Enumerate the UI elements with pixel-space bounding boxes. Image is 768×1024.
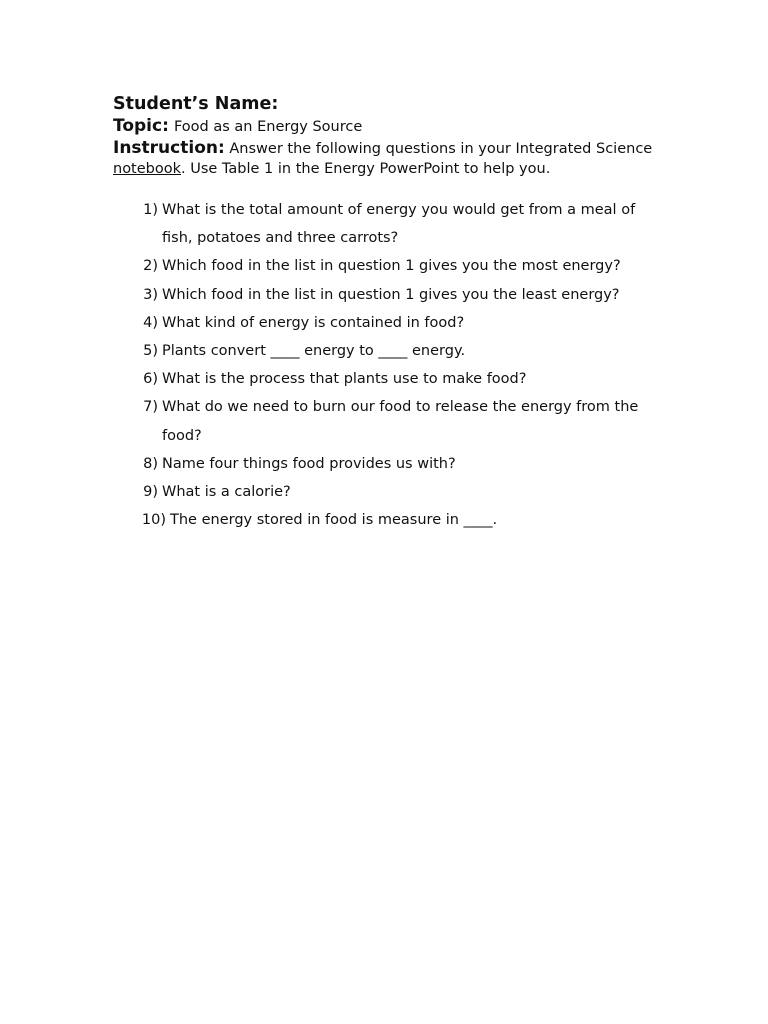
question-text: What kind of energy is contained in food? <box>162 314 465 331</box>
question-text: Which food in the list in question 1 gives you the least energy? <box>162 286 620 303</box>
question-item <box>113 393 693 449</box>
topic-value: Food as an Energy Source <box>173 119 363 135</box>
worksheet-page <box>113 93 693 534</box>
question-number: 5) <box>143 343 158 360</box>
question-number: 7) <box>143 399 158 416</box>
question-item <box>113 365 693 393</box>
question-item <box>113 252 693 280</box>
question-item <box>113 450 693 478</box>
question-text: What is the total amount of energy you would get from a meal of fish, potatoes and three carrots? <box>162 202 636 247</box>
topic-label: Topic: <box>113 116 169 136</box>
student-name-label: Student’s Name: <box>113 94 279 114</box>
question-item <box>113 478 693 506</box>
question-text: What do we need to burn our food to release the energy from the food? <box>162 399 639 444</box>
question-item <box>113 309 693 337</box>
notebook-word: notebook <box>113 161 182 177</box>
question-text: Name four things food provides us with? <box>162 455 456 472</box>
question-number: 6) <box>143 371 158 388</box>
question-text: The energy stored in food is measure in ____. <box>170 512 498 529</box>
question-text: Which food in the list in question 1 gives you the most energy? <box>162 258 621 275</box>
question-number: 3) <box>143 286 158 303</box>
instruction-label: Instruction: <box>113 138 225 158</box>
question-text: What is the process that plants use to make food? <box>162 371 527 388</box>
topic-line <box>113 115 693 138</box>
question-text: What is a calorie? <box>162 484 291 501</box>
instruction-paragraph <box>113 138 693 179</box>
instruction-text-part-1: Answer the following questions in your Integrated Science <box>224 141 653 157</box>
question-number: 8) <box>143 455 158 472</box>
question-item <box>113 196 693 252</box>
question-number: 9) <box>143 484 158 501</box>
question-item <box>113 506 693 534</box>
question-list <box>113 196 693 534</box>
question-number: 1) <box>143 202 158 218</box>
question-item <box>113 337 693 365</box>
instruction-text-part-2: . Use Table 1 in the Energy PowerPoint to help you. <box>181 161 551 177</box>
question-text: Plants convert ____ energy to ____ energy. <box>162 343 466 360</box>
question-number: 2) <box>143 258 158 275</box>
question-number: 10) <box>141 512 166 529</box>
question-number: 4) <box>143 314 158 331</box>
question-item <box>113 281 693 309</box>
